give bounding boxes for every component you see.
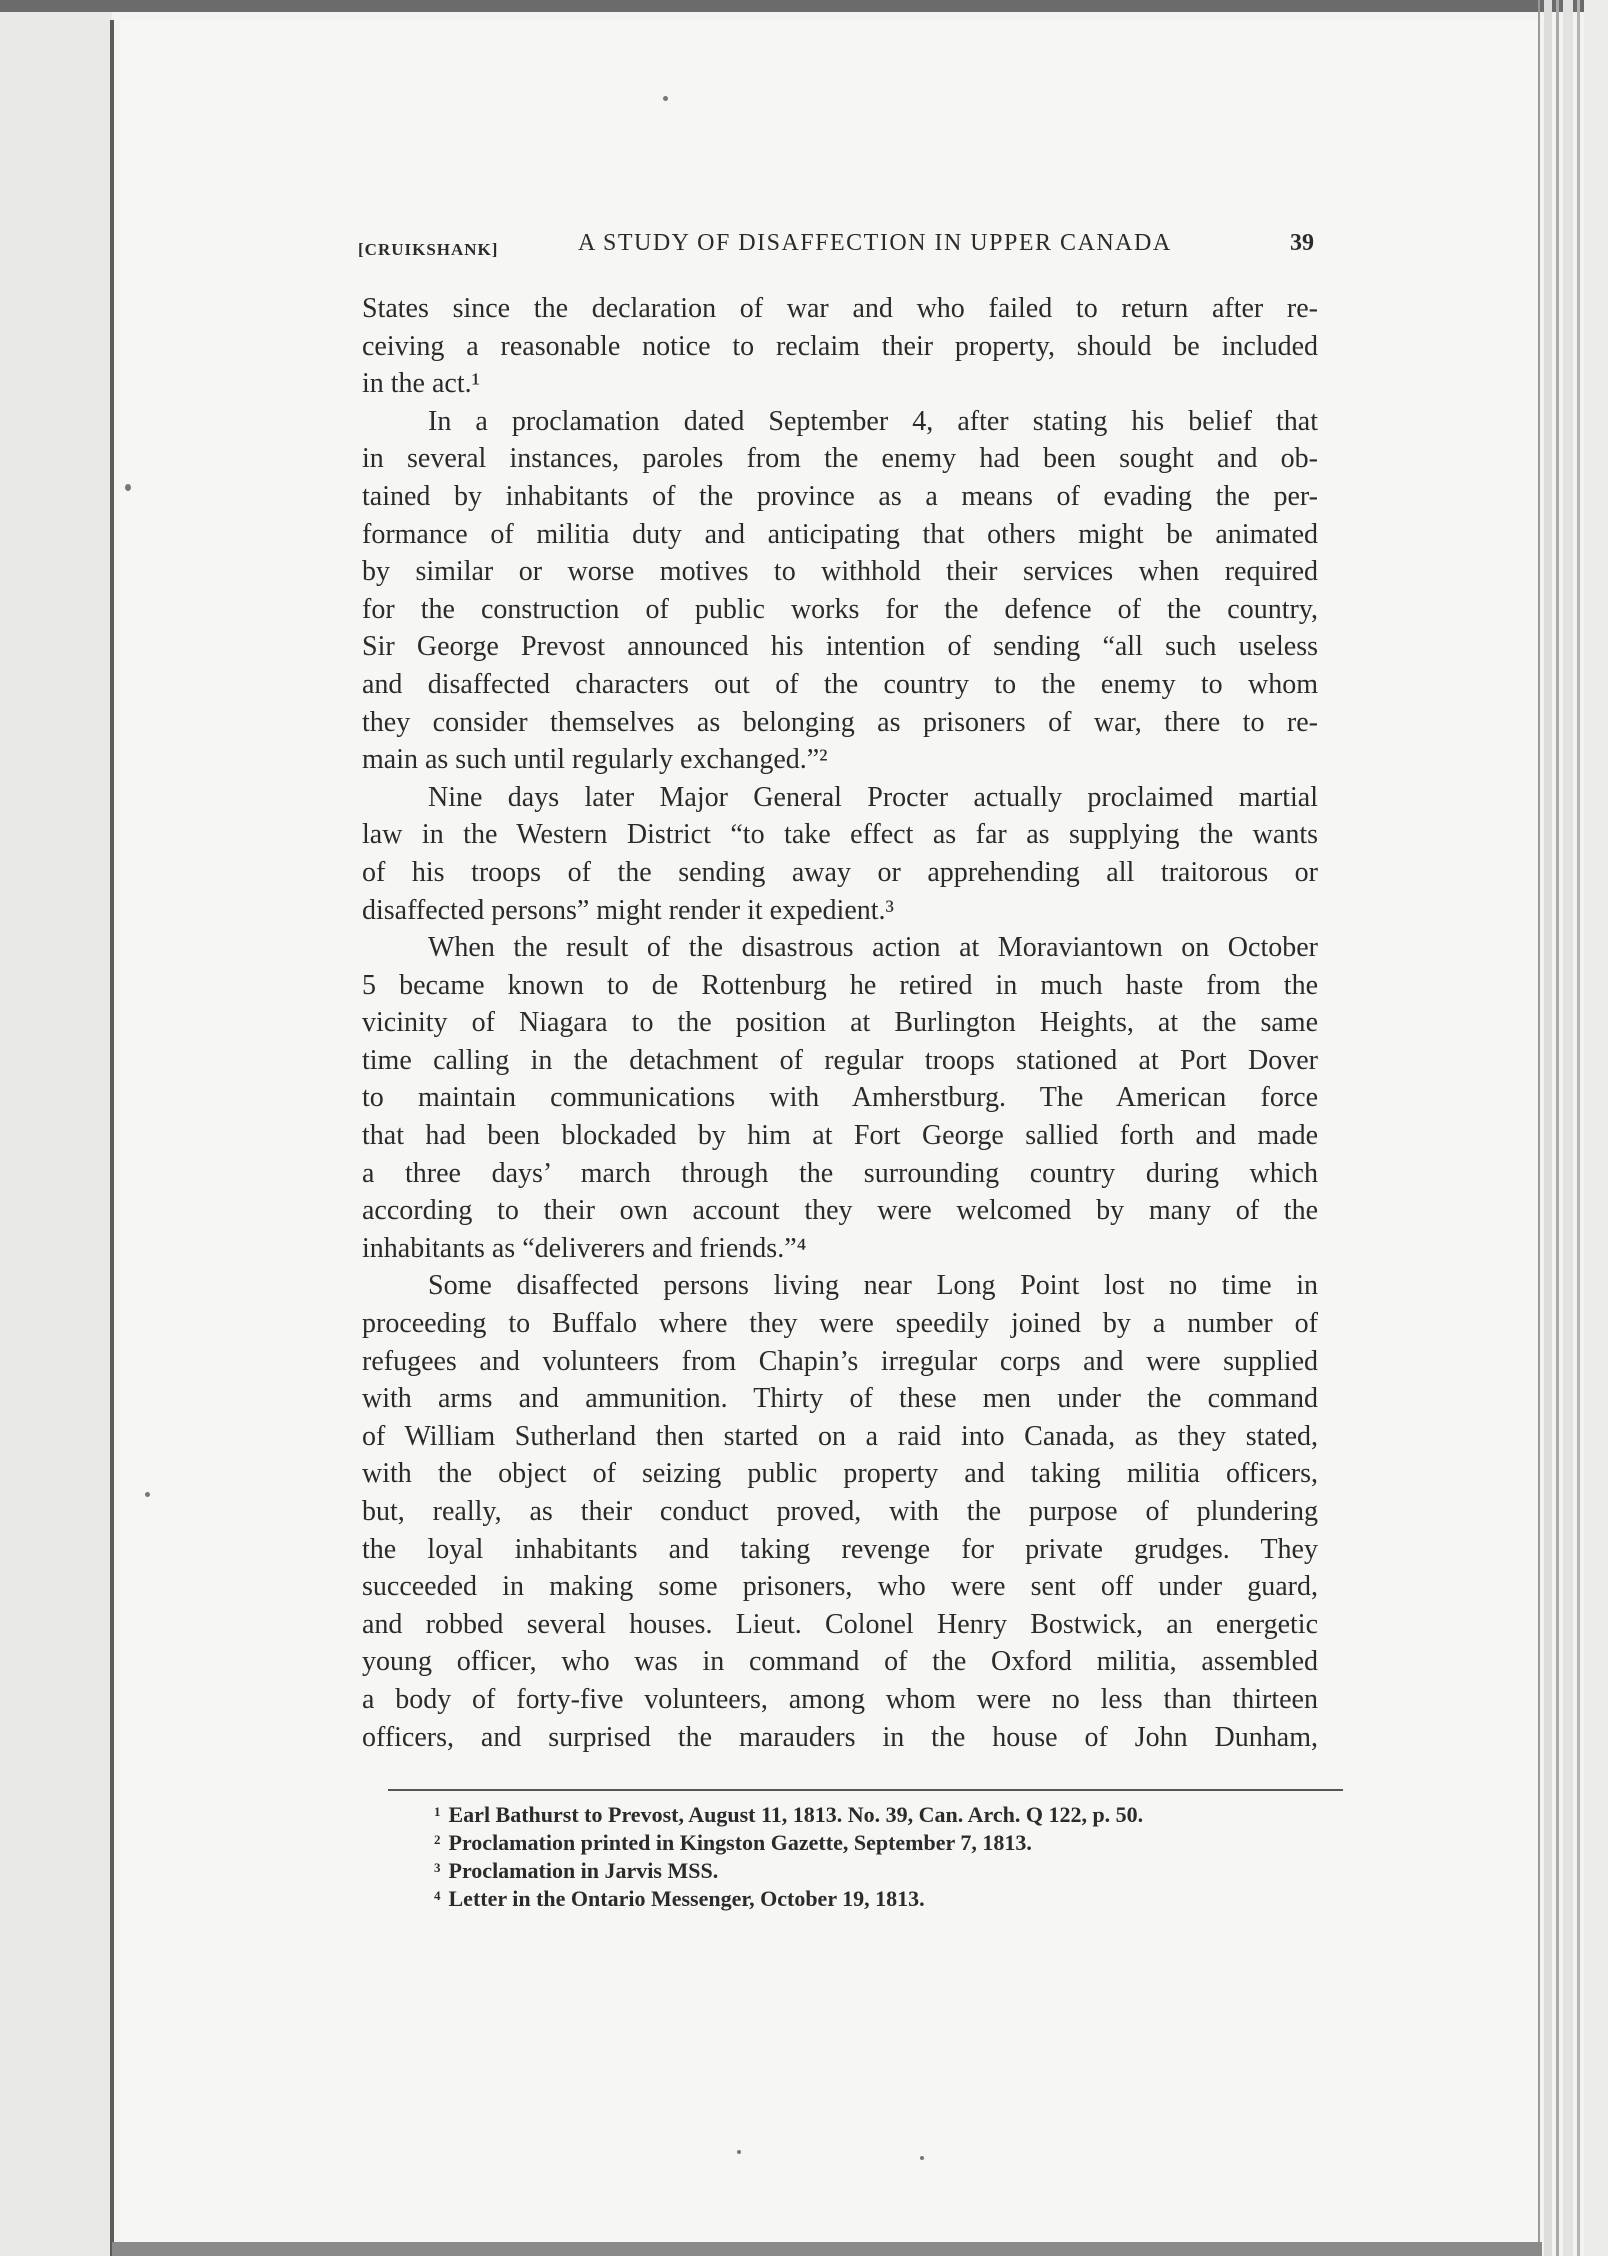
page-edge-strip — [1556, 0, 1559, 2256]
running-header — [358, 226, 1314, 266]
text-line: the loyal inhabitants and taking revenge for private grudges. They — [362, 1533, 1318, 1565]
page-edge-strip — [1584, 0, 1608, 2256]
text-line: In a proclamation dated September 4, after stating his belief that — [428, 405, 1318, 437]
text-line: When the result of the disastrous action at Moraviantown on October — [428, 932, 1318, 964]
text-line: of William Sutherland then started on a raid into Canada, as they stated, — [362, 1420, 1318, 1452]
text-line: in several instances, paroles from the enemy had been sought and ob- — [362, 443, 1318, 475]
page-number: 39 — [1290, 230, 1314, 256]
footnote-number: 2 — [434, 1832, 441, 1847]
text-line: for the construction of public works for the defence of the country, — [362, 593, 1318, 625]
footnote-number: 4 — [434, 1888, 441, 1903]
scan-speck — [663, 96, 668, 101]
text-line: according to their own account they were welcomed by many of the — [362, 1195, 1318, 1227]
page-edge-strip — [1563, 0, 1573, 2256]
scan-speck — [920, 2156, 924, 2160]
footnote-text: Earl Bathurst to Prevost, August 11, 1813. No. 39, Can. Arch. Q 122, p. 50. — [448, 1802, 1144, 1827]
text-line: Sir George Prevost announced his intention of sending “all such useless — [362, 631, 1318, 663]
text-line: law in the Western District “to take effect as far as supplying the wants — [362, 819, 1318, 851]
text-line: time calling in the detachment of regular troops stationed at Port Dover — [362, 1044, 1318, 1076]
text-line: and robbed several houses. Lieut. Colonel Henry Bostwick, an energetic — [362, 1608, 1318, 1640]
footnote-number: 1 — [434, 1804, 441, 1819]
text-line: proceeding to Buffalo where they were speedily joined by a number of — [362, 1308, 1318, 1340]
text-line: of his troops of the sending away or apprehending all traitorous or — [362, 856, 1318, 888]
text-line: inhabitants as “deliverers and friends.”⁴ — [362, 1232, 807, 1264]
header-author: [CRUIKSHANK] — [358, 240, 499, 259]
footnote — [434, 1798, 1354, 1826]
text-line: to maintain communications with Amherstburg. The American force — [362, 1082, 1318, 1114]
text-line: 5 became known to de Rottenburg he retired in much haste from the — [362, 969, 1318, 1001]
text-line: they consider themselves as belonging as prisoners of war, there to re- — [362, 706, 1318, 738]
text-line: Nine days later Major General Procter actually proclaimed martial — [428, 781, 1318, 813]
scan-top-border — [0, 0, 1608, 12]
text-line: but, really, as their conduct proved, with the purpose of plundering — [362, 1496, 1318, 1527]
text-line: and disaffected characters out of the country to the enemy to whom — [362, 668, 1318, 700]
text-line: succeeded in making some prisoners, who were sent off under guard, — [362, 1571, 1318, 1603]
text-line: in the act.¹ — [362, 368, 481, 400]
scan-speck — [145, 1492, 150, 1497]
text-line: by similar or worse motives to withhold their services when required — [362, 556, 1318, 588]
text-line: officers, and surprised the marauders in the house of John Dunham, — [362, 1721, 1318, 1753]
facing-page-margin — [0, 12, 112, 2256]
footnotes — [434, 1798, 1354, 1910]
text-line: young officer, who was in command of the Oxford militia, assembled — [362, 1646, 1318, 1678]
page-edge-strip — [1538, 0, 1540, 2256]
book-spine-line — [110, 20, 114, 2256]
text-line: that had been blockaded by him at Fort George sallied forth and made — [362, 1120, 1318, 1152]
page-edge-strip — [1544, 0, 1552, 2256]
header-title: A STUDY OF DISAFFECTION IN UPPER CANADA — [578, 230, 1172, 256]
footnote-rule — [388, 1789, 1343, 1791]
scan-speck — [737, 2150, 741, 2154]
text-line: a three days’ march through the surrounding country during which — [362, 1157, 1318, 1189]
text-line: tained by inhabitants of the province as a means of evading the per- — [362, 480, 1318, 512]
footnote-number: 3 — [434, 1860, 441, 1875]
text-line: Some disaffected persons living near Long Point lost no time in — [428, 1270, 1318, 1302]
footnote — [434, 1854, 1354, 1882]
text-line: a body of forty-five volunteers, among whom were no less than thirteen — [362, 1683, 1318, 1715]
text-line: formance of militia duty and anticipating that others might be animated — [362, 518, 1318, 550]
footnote-text: Letter in the Ontario Messenger, October 19, 1813. — [448, 1886, 925, 1911]
scan-speck — [125, 484, 131, 491]
footnote — [434, 1882, 1354, 1910]
page-edge-strip — [1577, 0, 1580, 2256]
footnote-text: Proclamation in Jarvis MSS. — [448, 1858, 719, 1883]
text-line: ceiving a reasonable notice to reclaim their property, should be included — [362, 330, 1318, 362]
text-line: disaffected persons” might render it expedient.³ — [362, 894, 894, 926]
body-text — [362, 290, 1318, 1756]
text-line: vicinity of Niagara to the position at Burlington Heights, at the same — [362, 1007, 1318, 1039]
footnote — [434, 1826, 1354, 1854]
text-line: refugees and volunteers from Chapin’s irregular corps and were supplied — [362, 1345, 1318, 1377]
text-line: main as such until regularly exchanged.”² — [362, 744, 828, 776]
text-line: States since the declaration of war and who failed to return after re- — [362, 293, 1318, 324]
footnote-text: Proclamation printed in Kingston Gazette, September 7, 1813. — [448, 1830, 1032, 1855]
text-line: with arms and ammunition. Thirty of these men under the command — [362, 1383, 1318, 1415]
scan-bottom-border — [112, 2242, 1542, 2256]
text-line: with the object of seizing public property and taking militia officers, — [362, 1458, 1318, 1490]
